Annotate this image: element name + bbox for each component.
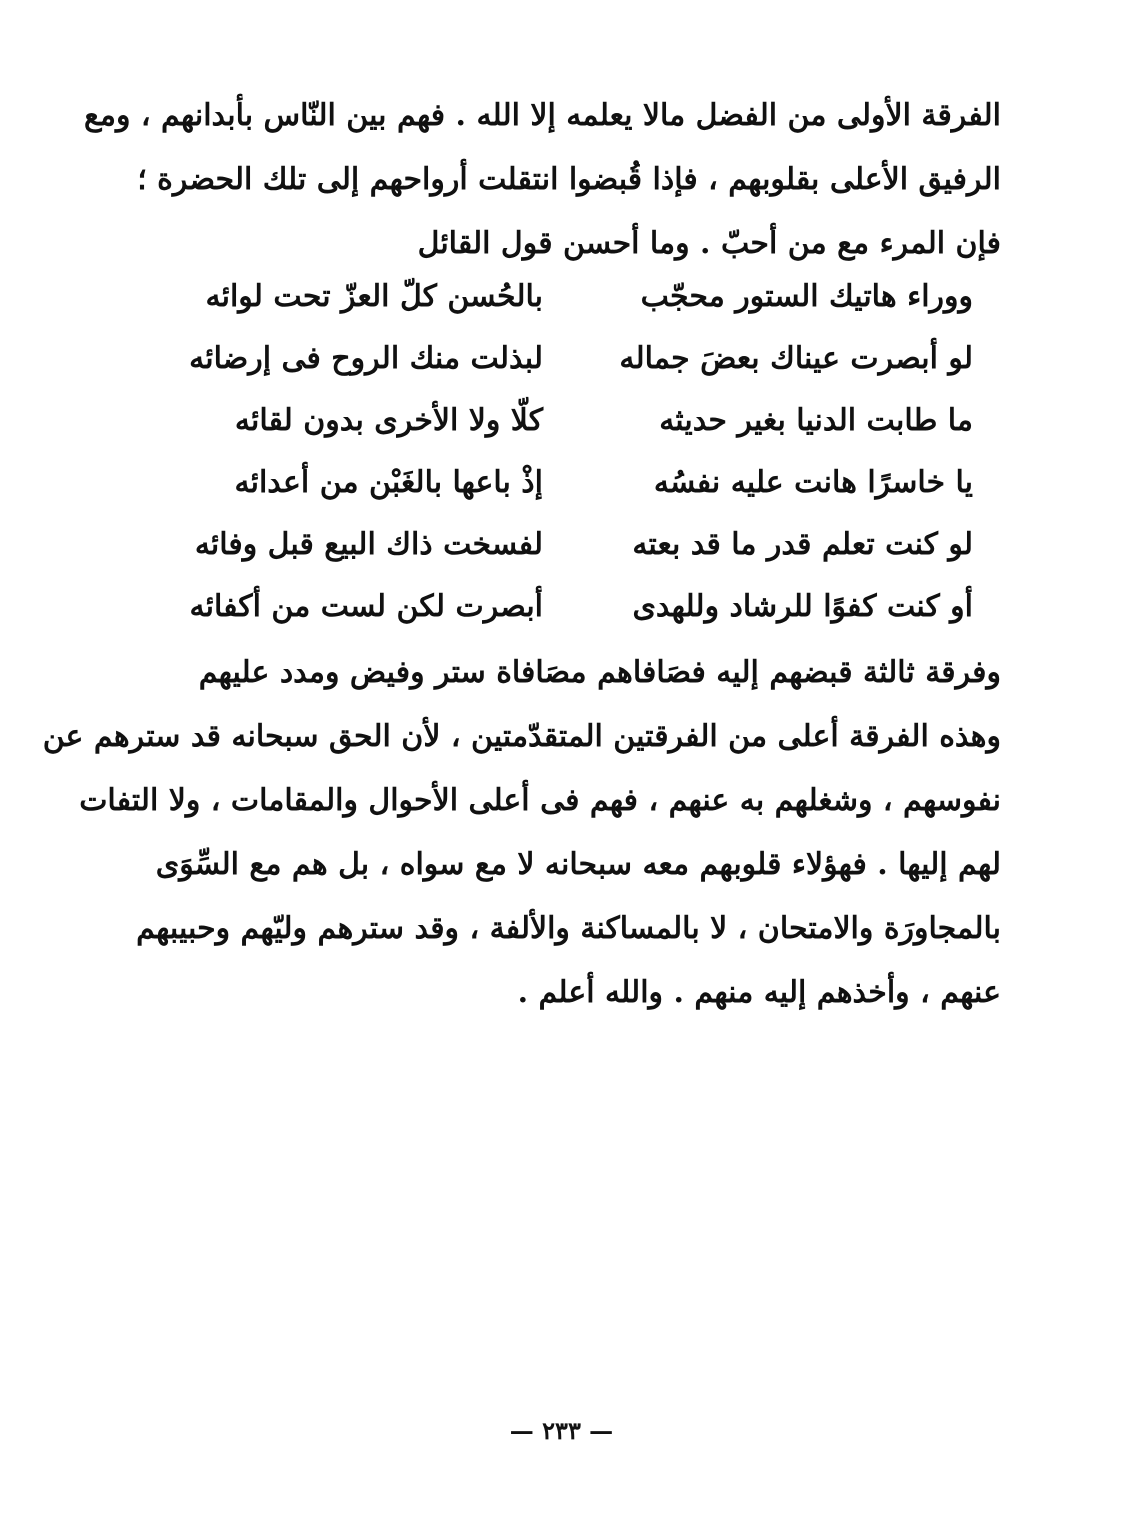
verse-second-hemistich: كلّا ولا الأخرى بدون لقائه xyxy=(234,403,543,438)
verse-first-hemistich: يا خاسرًا هانت عليه نفسُه xyxy=(653,465,973,500)
verse-first-hemistich: ما طابت الدنيا بغير حديثه xyxy=(659,403,973,438)
intro-line: الفرقة الأولى من الفضل مالا يعلمه إلا الله . فهم بين النّاس بأبدانهم ، ومع xyxy=(83,98,1001,133)
poem-verse xyxy=(193,266,973,328)
verse-second-hemistich: لبذلت منك الروح فى إرضائه xyxy=(189,341,543,376)
closing-line: بالمجاورَة والامتحان ، لا بالمساكنة والألفة ، وقد سترهم وليّهم وحبيبهم xyxy=(136,911,1001,946)
poem-verse xyxy=(193,390,973,452)
verse-second-hemistich: إذْ باعها بالغَبْن من أعدائه xyxy=(234,465,543,500)
page-number: — ٢٣٣ — xyxy=(509,1416,614,1445)
poem-verse xyxy=(189,576,973,638)
verse-first-hemistich: أو كنت كفوًا للرشاد وللهدى xyxy=(632,589,973,624)
intro-line: فإن المرء مع من أحبّ . وما أحسن قول القائل xyxy=(417,226,1001,261)
verse-second-hemistich: أبصرت لكن لست من أكفائه xyxy=(189,589,543,624)
closing-paragraph xyxy=(42,641,1001,1025)
closing-line: لهم إليها . فهؤلاء قلوبهم معه سبحانه لا مع سواه ، بل هم مع السِّوَى xyxy=(155,847,1001,882)
closing-line: وفرقة ثالثة قبضهم إليه فصَافاهم مصَافاة ستر وفيض ومدد عليهم xyxy=(198,655,1001,690)
verse-second-hemistich: بالحُسن كلّ العزّ تحت لوائه xyxy=(205,279,543,314)
closing-line: وهذه الفرقة أعلى من الفرقتين المتقدّمتين ، لأن الحق سبحانه قد سترهم عن xyxy=(42,719,1001,754)
verse-first-hemistich: ووراء هاتيك الستور محجّب xyxy=(640,279,973,314)
verse-first-hemistich: لو كنت تعلم قدر ما قد بعته xyxy=(632,527,973,562)
verse-first-hemistich: لو أبصرت عيناك بعضَ جماله xyxy=(619,341,973,376)
poem-block xyxy=(189,266,973,638)
poem-verse xyxy=(189,328,973,390)
intro-line: الرفيق الأعلى بقلوبهم ، فإذا قُبضوا انتقلت أرواحهم إلى تلك الحضرة ؛ xyxy=(137,162,1001,197)
poem-verse xyxy=(193,514,973,576)
intro-paragraph xyxy=(83,84,1001,276)
poem-verse xyxy=(193,452,973,514)
closing-line: عنهم ، وأخذهم إليه منهم . والله أعلم . xyxy=(517,975,1001,1010)
verse-second-hemistich: لفسخت ذاك البيع قبل وفائه xyxy=(194,527,543,562)
closing-line: نفوسهم ، وشغلهم به عنهم ، فهم فى أعلى الأحوال والمقامات ، ولا التفات xyxy=(79,783,1001,818)
